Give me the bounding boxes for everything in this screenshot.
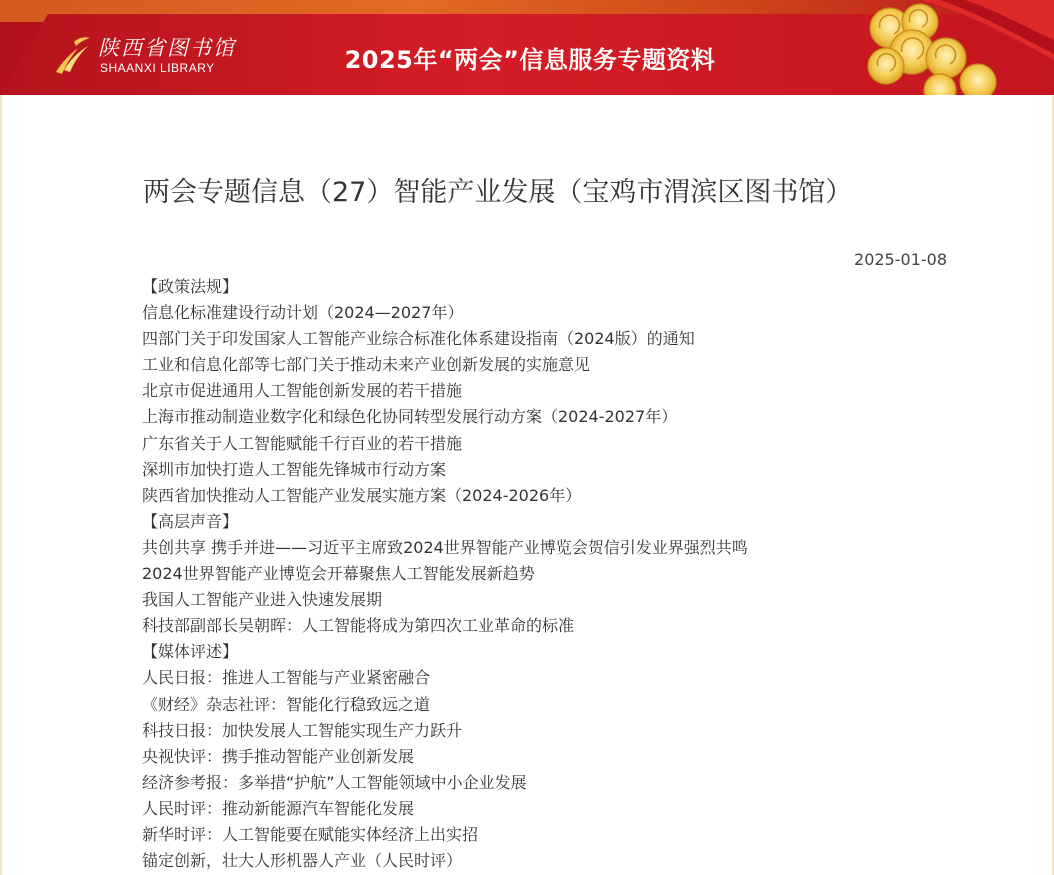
list-item[interactable]: 北京市促进通用人工智能创新发展的若干措施 [142, 381, 463, 401]
list-item[interactable]: 深圳市加快打造人工智能先锋城市行动方案 [142, 459, 447, 479]
list-item[interactable]: 共创共享 携手并进——习近平主席致2024世界智能产业博览会贺信引发业界强烈共鸣 [142, 537, 748, 557]
banner-title: 2025年“两会”信息服务专题资料 [344, 46, 716, 74]
section-heading-media: 【媒体评述】 [142, 642, 239, 662]
logo-chinese-name: 陕西省图书馆 [98, 36, 236, 60]
article-date: 2025-01-08 [854, 250, 947, 269]
list-item[interactable]: 2024世界智能产业博览会开幕聚焦人工智能发展新趋势 [142, 564, 535, 584]
list-item[interactable]: 经济参考报：多举措“护航”人工智能领域中小企业发展 [142, 772, 527, 792]
auspicious-cloud-ornament-icon [850, 0, 1054, 95]
list-item[interactable]: 人民日报：推进人工智能与产业紧密融合 [142, 668, 431, 688]
list-item[interactable]: 锚定创新，壮大人形机器人产业（人民时评） [142, 851, 463, 871]
list-item[interactable]: 上海市推动制造业数字化和绿色化协同转型发展行动方案（2024-2027年） [142, 407, 678, 427]
article-content [142, 274, 1002, 874]
list-item[interactable]: 科技部副部长吴朝晖：人工智能将成为第四次工业革命的标准 [142, 616, 575, 636]
list-item[interactable]: 科技日报：加快发展人工智能实现生产力跃升 [142, 720, 463, 740]
header-banner [0, 0, 1054, 95]
section-heading-policy: 【政策法规】 [142, 277, 239, 296]
list-item[interactable]: 陕西省加快推动人工智能产业发展实施方案（2024-2026年） [142, 485, 582, 505]
library-logo-icon [52, 32, 94, 76]
list-item[interactable]: 信息化标准建设行动计划（2024—2027年） [142, 303, 464, 323]
list-item[interactable]: 工业和信息化部等七部门关于推动未来产业创新发展的实施意见 [142, 355, 591, 375]
list-item[interactable]: 人民时评：推动新能源汽车智能化发展 [142, 798, 415, 818]
list-item[interactable]: 我国人工智能产业进入快速发展期 [142, 590, 383, 610]
library-logo[interactable] [52, 30, 252, 80]
list-item[interactable]: 广东省关于人工智能赋能千行百业的若干措施 [142, 433, 463, 453]
article-title: 两会专题信息（27）智能产业发展（宝鸡市渭滨区图书馆） [143, 177, 853, 208]
logo-english-name: SHAANXI LIBRARY [100, 61, 215, 75]
section-heading-leaders: 【高层声音】 [142, 511, 239, 531]
list-item[interactable]: 《财经》杂志社评：智能化行稳致远之道 [142, 694, 431, 714]
list-item[interactable]: 央视快评：携手推动智能产业创新发展 [142, 746, 415, 766]
list-item[interactable]: 四部门关于印发国家人工智能产业综合标准化体系建设指南（2024版）的通知 [142, 329, 695, 349]
list-item[interactable]: 新华时评：人工智能要在赋能实体经济上出实招 [142, 824, 479, 844]
